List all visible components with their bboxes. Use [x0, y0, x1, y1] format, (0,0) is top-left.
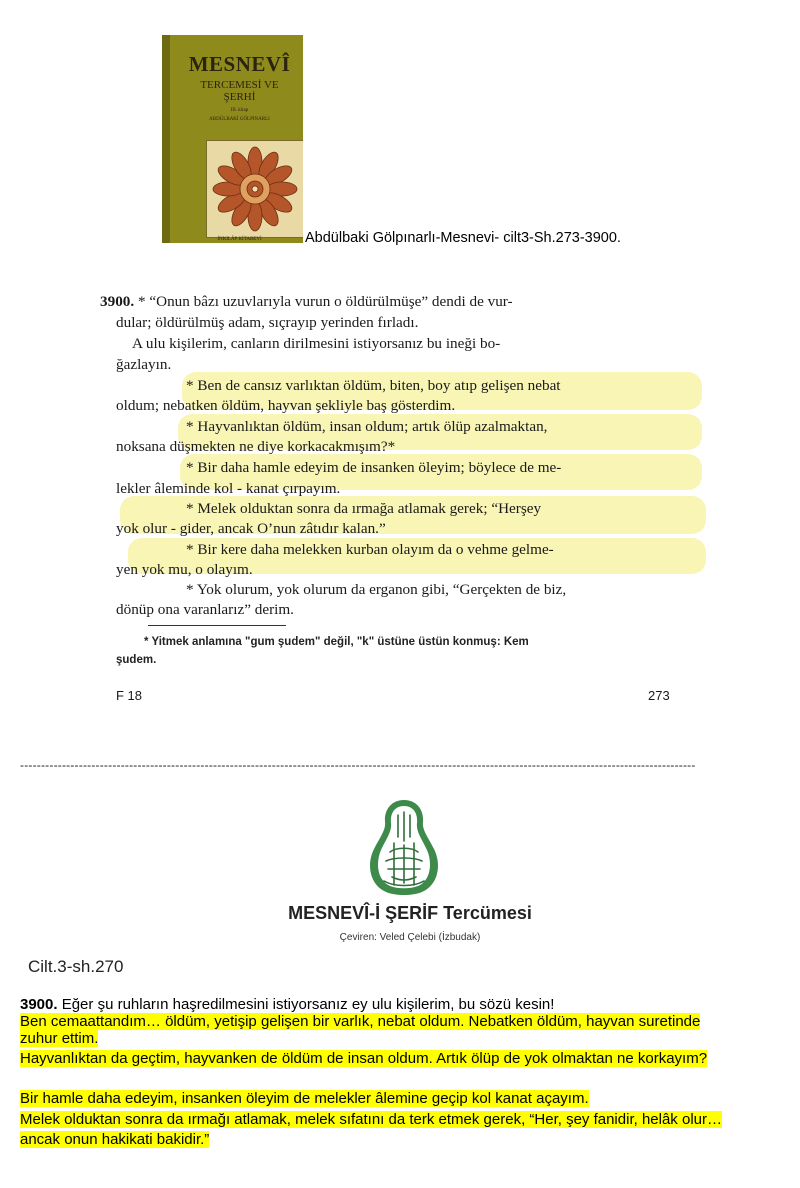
highlighted-text: ancak onun hakikati bakidir.”: [20, 1131, 210, 1148]
cover-ornament: [206, 140, 303, 238]
cover-subtitle-line1: TERCEMESİ VE: [200, 79, 279, 91]
calligraphy-seal-icon: [364, 797, 444, 897]
scan-line: * Bir kere daha melekken kurban olayım da o vehme gelme-: [186, 541, 554, 558]
scan-line: * Melek olduktan sonra da ırmağa atlamak gerek; “Herşey: [186, 500, 542, 517]
footnote-line: şudem.: [116, 654, 157, 666]
calligraphy-logo: [364, 797, 444, 897]
scan-line-text: * “Onun bâzı uzuvlarıyla vurun o öldürülmüşe” dendi de vur-: [134, 293, 513, 310]
cover-subtitle: [176, 79, 303, 103]
scan-line: dönüp ona varanlarız” derim.: [116, 601, 294, 618]
page-title: MESNEVÎ-İ ŞERİF Tercümesi: [288, 903, 532, 923]
scan-line: oldum; nebatken öldüm, hayvan şekliyle baş gösterdim.: [116, 397, 456, 414]
highlighted-text: Ben cemaattandım… öldüm, yetişip gelişen bir varlık, nebat oldum. Nebatken öldüm, hayvan suretinde: [20, 1013, 701, 1030]
translation-verse-number: 3900.: [20, 996, 58, 1013]
highlighted-text: Melek olduktan sonra da ırmağı atlamak, melek sıfatını da terk etmek gerek, “Her, şey fanidir, helâk olur…: [20, 1111, 722, 1128]
cover-caption: Abdülbaki Gölpınarlı-Mesnevi- cilt3-Sh.273-3900.: [305, 230, 621, 246]
scan-line: yen yok mu, o olayım.: [116, 561, 253, 578]
scan-line: * Hayvanlıktan öldüm, insan oldum; artık ölüp azalmaktan,: [186, 418, 548, 435]
cover-title: MESNEVÎ: [188, 52, 291, 76]
cover-author: ABDÜLBAKİ GÖLPINARLI: [209, 117, 270, 122]
highlighted-text: zuhur ettim.: [20, 1030, 99, 1047]
translation-line: [20, 1090, 589, 1107]
translation-line: [20, 1131, 209, 1148]
scan-line: yok olur - gider, ancak O’nun zâtıdır kalan.”: [116, 520, 386, 537]
volume-reference: Cilt.3-sh.270: [28, 957, 124, 976]
translation-line: [20, 1013, 700, 1030]
rosette-icon: [207, 141, 303, 237]
book-cover: [162, 35, 303, 243]
page-number: 273: [648, 688, 670, 703]
scan-line: [100, 292, 513, 311]
footnote-line: * Yitmek anlamına "gum şudem" değil, "k" üstüne üstün konmuş: Kem: [144, 636, 529, 648]
scan-line: * Bir daha hamle edeyim de insanken öleyim; böylece de me-: [186, 459, 562, 476]
book-spine: [162, 35, 170, 243]
scan-line: noksana düşmekten ne diye korkacakmışım?*: [116, 438, 396, 455]
scan-line: * Yok olurum, yok olurum da erganon gibi, “Gerçekten de biz,: [186, 581, 567, 598]
page-signature: F 18: [116, 688, 143, 703]
cover-publisher: İNKILÂP KİTABEVİ: [217, 237, 262, 242]
scan-line: * Ben de cansız varlıktan öldüm, biten, boy atıp gelişen nebat: [186, 377, 561, 394]
scan-line: dular; öldürülmüş adam, sıçrayıp yerinden fırladı.: [116, 314, 419, 331]
highlighted-text: Bir hamle daha edeyim, insanken öleyim de melekler âlemine geçip kol kanat açayım.: [20, 1090, 589, 1107]
scanned-page: [100, 290, 700, 710]
translation-intro: Eğer şu ruhların haşredilmesini istiyorsanız ey ulu kişilerim, bu sözü kesin!: [57, 996, 555, 1013]
highlighted-text: Hayvanlıktan da geçtim, hayvanken de öldüm de insan oldum. Artık ölüp de yok olmaktan ne korkayım?: [20, 1050, 708, 1067]
scan-line: ğazlayın.: [116, 356, 172, 373]
translation-line: [20, 1030, 98, 1047]
scan-verse-number: 3900.: [100, 293, 135, 310]
cover-subtitle-line2: ŞERHİ: [223, 91, 256, 103]
translator-credit: Çeviren: Veled Çelebi (İzbudak): [339, 932, 481, 943]
section-divider: -----------------------------------------------------------------------------------------------------------------------------------------------------------------: [20, 758, 696, 772]
scan-line: lekler âleminde kol - kanat çırpayım.: [116, 480, 341, 497]
translation-line: [20, 1111, 722, 1128]
cover-volume: III. kitap: [230, 108, 249, 113]
translation-line: [20, 1050, 707, 1067]
translation-line: [20, 996, 554, 1013]
scan-line: A ulu kişilerim, canların dirilmesini istiyorsanız bu ineği bo-: [132, 335, 501, 352]
footnote-rule: [148, 625, 286, 626]
